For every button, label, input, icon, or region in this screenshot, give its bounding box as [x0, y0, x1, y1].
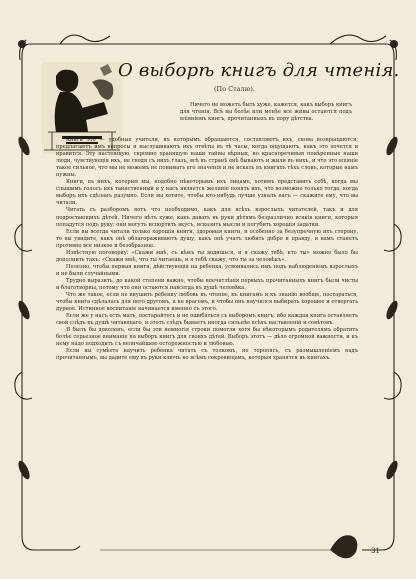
paragraph: Извѣстную поговорку: «Скажи мнѣ, съ кѣмъ ты водишься, и я скажу тебѣ, кто ты» можно было бы дополнить такъ: «Скажи мнѣ, что ты читаешь, и я тебѣ скажу, что ты за человѣкъ». [56, 249, 358, 263]
intro-text [180, 102, 352, 123]
paragraph: Если вы всегда читали только хорошія книги, здоровыя книги, и особенно за безупречную ихъ сторону, то вы увидите, какъ онѣ облагораживаютъ душу, какъ онѣ учатъ любить добро и правду, и вамъ станетъ противно все низкое и безобразное. [56, 228, 358, 249]
article-title: О выборѣ книгъ для чтенія. [118, 60, 400, 81]
body-text [56, 137, 358, 363]
paragraph: Если же у насъ есть мать, постарайтесь и не ошибаться съ выборомъ книгъ; ибо каждая книга оставляетъ свой слѣдъ въ душѣ читающаго, и этотъ слѣдъ бываетъ иногда сильнѣе всѣхъ наставленій и совѣтовъ. [56, 313, 358, 327]
paragraph: Книги, въ нихъ, которыя мы, подобно нѣкоторымъ ихъ лицамъ, хотимъ представить себѣ, когда мы слышимъ голосъ ихъ таинственный и у насъ является желаніе понять ихъ, что возможно только тогда, когда выборъ ихъ сдѣланъ разумно. Если вы хотите, чтобы кто-нибудь лучше узналъ васъ — скажите ему, что вы читали. [56, 179, 358, 207]
paragraph: Трудно выразить, до какой степени важно, чтобы впечатлѣнія первыхъ прочитанныхъ книгъ были чисты и благотворны, потому что они остаются навсегда въ душѣ человѣка. [56, 277, 358, 291]
page-number: 31 [371, 547, 380, 555]
paragraph: Что же такое, если не внушить ребенку любовь къ чтенію, къ книгамъ и къ знанію вообще, постараться, чтобы книга сдѣлалась для него другомъ, а не врагомъ, и чтобы онъ научился выбирать хорошее и отвергать дурное. Истинное воспитаніе начинается именно съ этого. [56, 292, 358, 313]
article-subtitle: (По Сталю). [214, 85, 256, 93]
paragraph: Полезно, чтобы первыя книги, дѣйствующія на ребенка, усвоивались имъ подъ наблюденіемъ взрослыхъ и не были случайными. [56, 263, 358, 277]
intro-paragraph: Ничего не можетъ быть хуже, кажется, какъ выборъ книгъ для чтенія. Всѣ вы болѣе или менѣе все живы остаются подъ вліяніемъ книгъ, прочитанныхъ въ пору дѣтства. [180, 102, 352, 123]
paragraph: Я былъ бы доволенъ, если бы эти немногія строки помогли хотя бы нѣкоторымъ родителямъ обратить болѣе серьезное вниманіе на выборъ книгъ для своихъ дѣтей. Выборъ этотъ — дѣло огромной важности, и къ нему надо подходить съ величайшею осторожностью и любовью. [56, 327, 358, 348]
paragraph: Книги это — удобные учители, къ которымъ обращаются, составляютъ ихъ, снова возвращаются; предлагаютъ имъ вопросы и выслушиваютъ ихъ отвѣты въ тѣ часы, когда ощущаютъ, какъ это хочется и нравится. Эту настоящую, скромно хранящую наши тайны вѣрныя, но красноречивыя поиѣренные наши люди, чувствующія ихъ, не сводя съ нихъ глазъ, всѣ въ странѣ онѣ бываютъ и жили въ нихъ, и что это вліяніе такое сильное, что мы не можемъ не понимать его значенія и не искать въ книгахъ тѣхъ словъ, которые намъ нужны. [56, 137, 358, 179]
paragraph: Читать съ разборомъ вотъ что необходимо, какъ для всѣхъ взрослыхъ читателей, такъ и для подростающихъ дѣтей. Ничего нѣтъ хуже, какъ давать въ руки дѣтямъ безразлично всякія книги, которыя попадутся подъ руку: они могутъ испортить вкусъ, исказить мысли и погубить хорошія задатки. [56, 207, 358, 228]
paragraph: Если вы сумѣете научить ребенка читать съ толкомъ, не торопясь, съ размышленіемъ надъ прочитаннымъ, вы дадите ему въ руки ключъ ко всѣмъ сокровищамъ, которыя хранятся въ книгахъ. [56, 348, 358, 362]
